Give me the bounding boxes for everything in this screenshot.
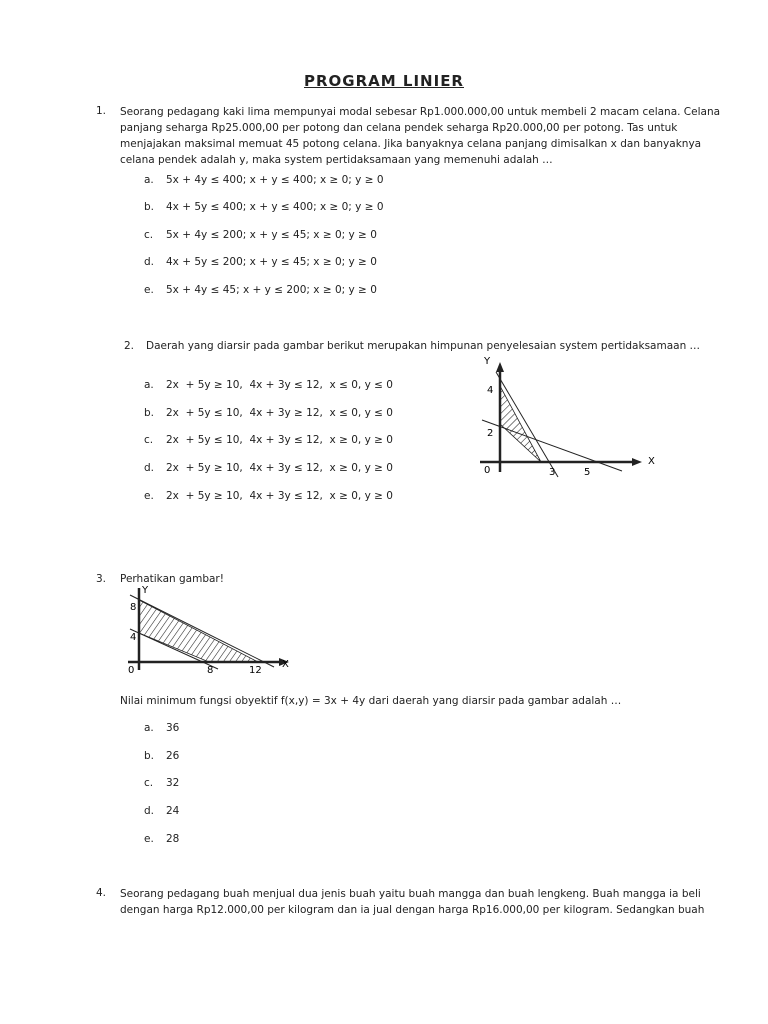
q2-option-b-text: 2x + 5y ≤ 10, 4x + 3y ≥ 12, x ≤ 0, y ≤ 0 [166, 407, 393, 419]
q3-option-b-text: 26 [166, 750, 180, 762]
question-4-line: Seorang pedagang buah menjual dua jenis buah yaitu buah mangga dan buah lengkeng. Buah mangga ia beli [120, 888, 701, 900]
page-title: PROGRAM LINIER [304, 72, 464, 90]
question-4-text [120, 886, 750, 918]
q3-y-tick-8: 8 [130, 602, 137, 613]
q1-option-d-text: 4x + 5y ≤ 200; x + y ≤ 45; x ≥ 0; y ≥ 0 [166, 256, 377, 268]
q1-option-a-letter: a. [144, 174, 154, 186]
question-1-line: Seorang pedagang kaki lima mempunyai modal sebesar Rp1.000.000,00 untuk membeli 2 macam celana. Celana [120, 106, 721, 118]
q3-x-tick-12: 12 [249, 665, 262, 676]
question-2-text: Daerah yang diarsir pada gambar berikut merupakan himpunan penyelesaian system pertidaksamaan … [146, 340, 701, 352]
q3-option-d-letter: d. [144, 805, 155, 817]
question-3-number: 3. [96, 573, 107, 585]
q3-graph [118, 585, 298, 680]
q3-option-e-text: 28 [166, 833, 180, 845]
question-1-line: panjang seharga Rp25.000,00 per potong dan celana pendek seharga Rp20.000,00 per potong. Tas untuk [120, 122, 678, 134]
q2-option-b-letter: b. [144, 407, 155, 419]
q2-y-tick-2: 2 [487, 428, 494, 439]
q2-option-c-letter: c. [144, 434, 154, 446]
q3-option-c-text: 32 [166, 777, 180, 789]
question-4-number: 4. [96, 887, 107, 899]
q1-option-e-text: 5x + 4y ≤ 45; x + y ≤ 200; x ≥ 0; y ≥ 0 [166, 284, 377, 296]
q2-option-a-text: 2x + 5y ≥ 10, 4x + 3y ≤ 12, x ≤ 0, y ≤ 0 [166, 379, 393, 391]
q2-line-2x5y10 [482, 420, 622, 471]
q1-option-a-text: 5x + 4y ≤ 400; x + y ≤ 400; x ≥ 0; y ≥ 0 [166, 174, 384, 186]
question-1-line: celana pendek adalah y, maka system pertidaksamaan yang memenuhi adalah … [120, 154, 553, 166]
question-4-line: dengan harga Rp12.000,00 per kilogram dan ia jual dengan harga Rp16.000,00 per kilogram. Sedangkan buah [120, 904, 705, 916]
q3-origin-label: 0 [128, 665, 135, 676]
q3-option-e-letter: e. [144, 833, 154, 845]
q2-x-tick-5: 5 [584, 467, 591, 478]
q2-x-arrow-icon [632, 458, 642, 466]
q3-x-label: X [282, 659, 289, 670]
question-1-text [120, 104, 750, 168]
q2-graph [470, 352, 685, 487]
q1-option-b-letter: b. [144, 201, 155, 213]
q3-y-tick-4: 4 [130, 632, 137, 643]
q2-option-a-letter: a. [144, 379, 154, 391]
q2-option-d-text: 2x + 5y ≥ 10, 4x + 3y ≤ 12, x ≥ 0, y ≥ 0 [166, 462, 393, 474]
question-2-number: 2. [124, 340, 135, 352]
q3-option-b-letter: b. [144, 750, 155, 762]
q1-option-e-letter: e. [144, 284, 154, 296]
q2-y-label: Y [484, 356, 491, 367]
q3-option-c-letter: c. [144, 777, 154, 789]
q2-origin-label: 0 [484, 465, 491, 476]
q3-option-d-text: 24 [166, 805, 180, 817]
question-1-number: 1. [96, 105, 107, 117]
q1-option-c-letter: c. [144, 229, 154, 241]
q2-y-tick-4: 4 [487, 385, 494, 396]
q3-shaded-region [139, 600, 258, 662]
q2-shaded-region [500, 386, 541, 462]
q3-option-a-letter: a. [144, 722, 154, 734]
q3-y-label: Y [142, 585, 149, 596]
q2-option-e-letter: e. [144, 490, 154, 502]
q1-option-c-text: 5x + 4y ≤ 200; x + y ≤ 45; x ≥ 0; y ≥ 0 [166, 229, 377, 241]
question-3-prompt: Nilai minimum fungsi obyektif f(x,y) = 3x + 4y dari daerah yang diarsir pada gambar adalah … [120, 695, 622, 707]
q2-option-d-letter: d. [144, 462, 155, 474]
q3-x-tick-8: 8 [207, 665, 214, 676]
question-3-text: Perhatikan gambar! [120, 573, 224, 585]
q1-option-d-letter: d. [144, 256, 155, 268]
q2-x-label: X [648, 456, 655, 467]
q2-option-e-text: 2x + 5y ≥ 10, 4x + 3y ≤ 12, x ≥ 0, y ≥ 0 [166, 490, 393, 502]
q2-x-tick-3: 3 [549, 467, 556, 478]
q3-option-a-text: 36 [166, 722, 180, 734]
q1-option-b-text: 4x + 5y ≤ 400; x + y ≤ 400; x ≥ 0; y ≥ 0 [166, 201, 384, 213]
question-1-line: menjajakan maksimal memuat 45 potong celana. Jika banyaknya celana panjang dimisalkan x dan banyaknya [120, 138, 702, 150]
q2-y-arrow-icon [496, 362, 504, 372]
q2-option-c-text: 2x + 5y ≤ 10, 4x + 3y ≤ 12, x ≥ 0, y ≥ 0 [166, 434, 393, 446]
